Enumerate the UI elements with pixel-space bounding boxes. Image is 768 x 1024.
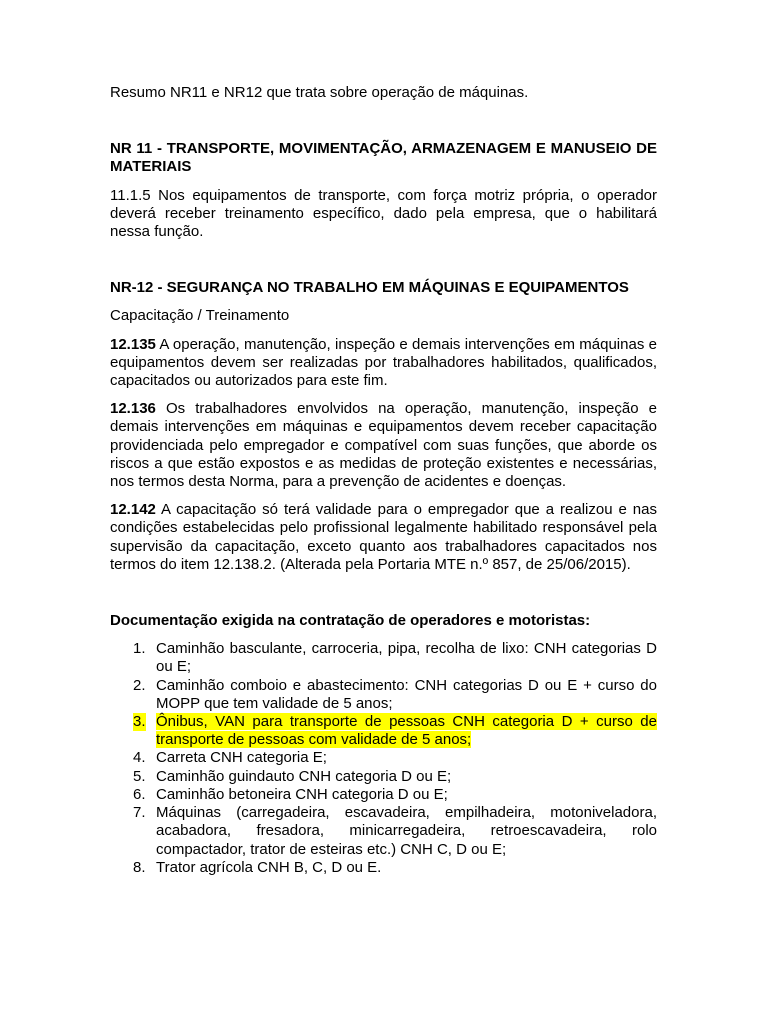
documentation-list <box>110 640 657 877</box>
list-item-text: Caminhão guindauto CNH categoria D ou E; <box>156 767 452 785</box>
highlighted-text: Ônibus, VAN para transporte de pessoas CNH categoria D + curso de transporte de pessoas com validade de 5 anos; <box>156 713 657 749</box>
list-number: 1. <box>133 640 146 658</box>
list-item <box>110 859 657 877</box>
list-item-text: Carreta CNH categoria E; <box>156 749 327 767</box>
list-number: 6. <box>133 785 146 803</box>
list-item-text: Máquinas (carregadeira, escavadeira, empilhadeira, motoniveladora, acabadora, fresadora, minicarregadeira, retroescavadeira, rolo compactador, trator de esteiras etc.) CNH C, D ou E; <box>156 804 657 858</box>
list-number: 8. <box>133 858 146 876</box>
list-item <box>110 640 657 676</box>
list-item-text: Caminhão betoneira CNH categoria D ou E; <box>156 785 448 803</box>
list-number: 5. <box>133 767 146 785</box>
nr12-item-12142 <box>110 501 657 574</box>
document-page <box>110 84 657 877</box>
nr12-subtitle: Capacitação / Treinamento <box>110 307 290 325</box>
item-text: A capacitação só terá validade para o empregador que a realizou e nas condições estabelecidas pelo profissional legalmente habilitado responsável pela supervisão da capacitação, exceto quanto aos trabalhadores capacitados nos termos do item 12.138.2. (Alterada pela Portaria MTE n.º 857, de 25/06/2015). <box>110 501 657 573</box>
list-number: 7. <box>133 804 146 822</box>
nr11-heading: NR 11 - TRANSPORTE, MOVIMENTAÇÃO, ARMAZENAGEM E MANUSEIO DE MATERIAIS <box>110 140 657 176</box>
nr12-heading: NR-12 - SEGURANÇA NO TRABALHO EM MÁQUINAS E EQUIPAMENTOS <box>110 279 629 297</box>
list-number: 2. <box>133 676 146 694</box>
list-item-highlighted <box>110 713 657 749</box>
item-text: A operação, manutenção, inspeção e demais intervenções em máquinas e equipamentos devem ser realizadas por trabalhadores habilitados, qualificados, capacitados ou autorizados para este fim. <box>110 335 657 390</box>
list-item-text: Caminhão basculante, carroceria, pipa, recolha de lixo: CNH categorias D ou E; <box>156 640 657 676</box>
list-item <box>110 749 657 767</box>
list-item <box>110 677 657 713</box>
list-item <box>110 768 657 786</box>
nr11-paragraph: 11.1.5 Nos equipamentos de transporte, com força motriz própria, o operador deverá receber treinamento específico, dado pela empresa, que o habilitará nessa função. <box>110 186 657 241</box>
list-number: 3. <box>133 713 146 731</box>
list-number: 4. <box>133 749 146 767</box>
item-code: 12.142 <box>110 501 156 519</box>
item-code: 12.135 <box>110 335 156 353</box>
list-item <box>110 804 657 859</box>
intro-text: Resumo NR11 e NR12 que trata sobre operação de máquinas. <box>110 84 529 101</box>
list-item-text: Caminhão comboio e abastecimento: CNH categorias D ou E + curso do MOPP que tem validade de 5 anos; <box>156 676 657 712</box>
list-item-text: Trator agrícola CNH B, C, D ou E. <box>156 858 382 876</box>
list-item <box>110 786 657 804</box>
documentation-heading: Documentação exigida na contratação de operadores e motoristas: <box>110 612 591 630</box>
nr12-item-12136 <box>110 400 657 491</box>
nr12-item-12135 <box>110 336 657 391</box>
item-code: 12.136 <box>110 400 156 418</box>
item-text: Os trabalhadores envolvidos na operação, manutenção, inspeção e demais intervenções em máquinas e equipamentos devem receber capacitação providenciada pelo empregador e compatível com suas funções, que aborde os riscos a que estão expostos e as medidas de proteção existentes e necessárias, nos termos desta Norma, para a prevenção de acidentes e doenças. <box>110 400 657 491</box>
